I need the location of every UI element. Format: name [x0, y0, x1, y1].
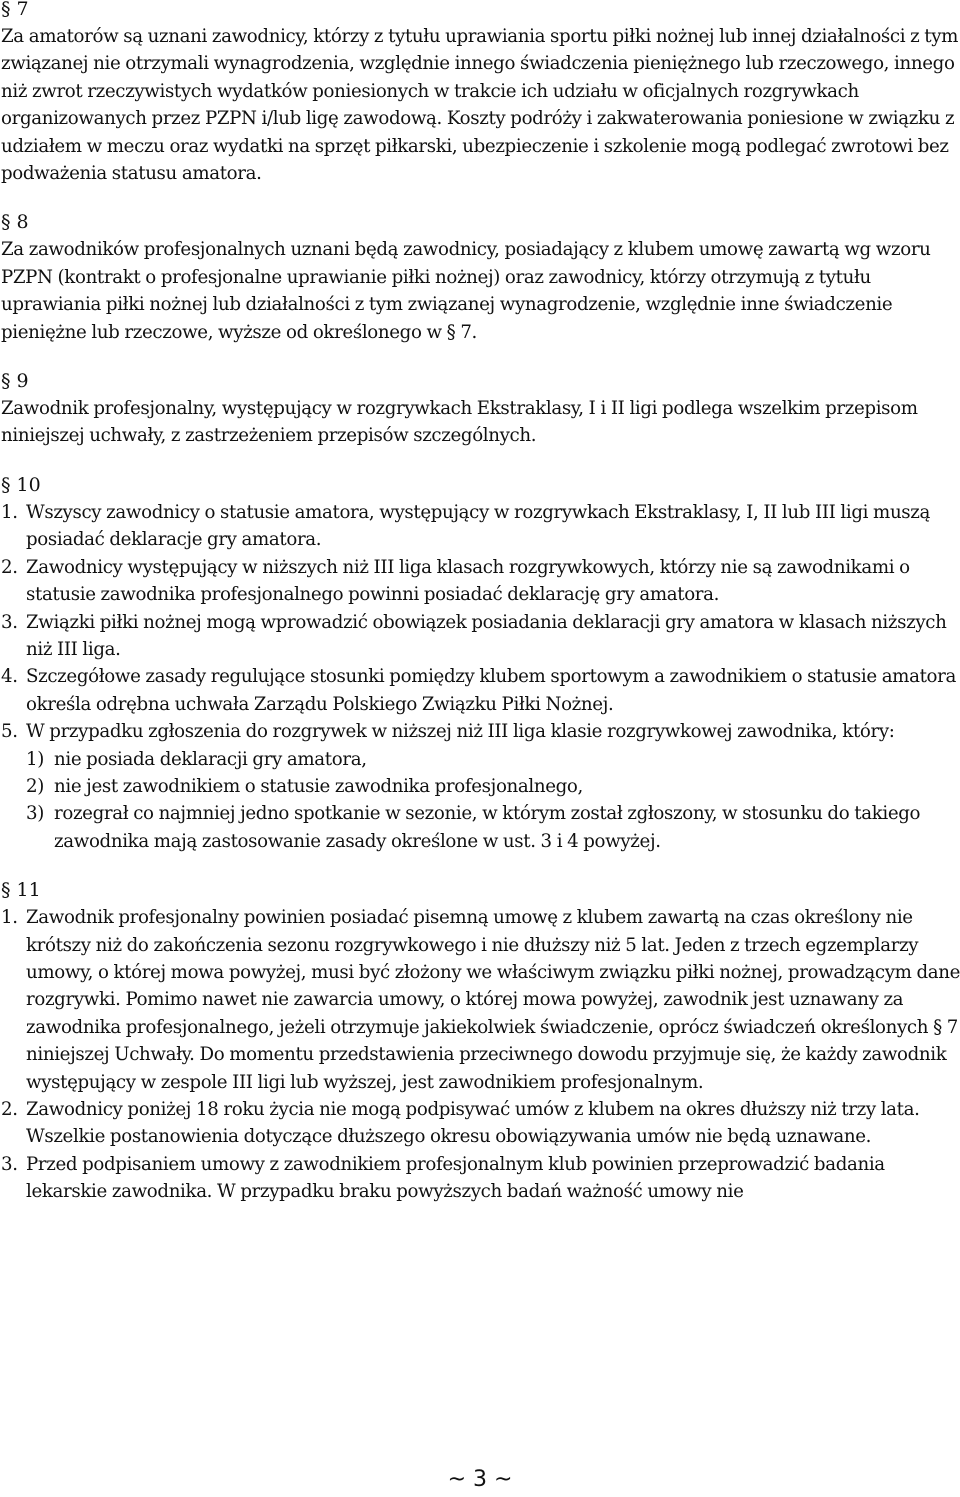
spacer	[1, 187, 960, 209]
list-item-number: 1.	[1, 501, 18, 523]
list-item-number: 5.	[1, 721, 18, 743]
section-11	[1, 877, 960, 1205]
list-item	[1, 609, 960, 664]
list-item	[1, 718, 960, 855]
list-item-text: Związki piłki nożnej mogą wprowadzić obowiązek posiadania deklaracji gry amatora w klasach niższych niż III liga.	[26, 611, 947, 660]
list-item	[1, 904, 960, 1096]
sub-list-item-text: nie posiada deklaracji gry amatora,	[54, 748, 367, 770]
list-item	[1, 554, 960, 609]
list-item-text: Wszyscy zawodnicy o statusie amatora, występujący w rozgrywkach Ekstraklasy, I, II lub III ligi muszą posiadać deklaracje gry amatora.	[26, 501, 931, 551]
numbered-list	[1, 904, 960, 1205]
list-item-text: Zawodnik profesjonalny powinien posiadać pisemną umowę z klubem zawartą na czas określony nie krótszy niż do zakończenia sezonu rozgrywkowego i nie dłuższy niż 5 lat. Jeden z trzech egzemplarzy umowy, o której mowa powyżej, musi być złożony we właściwym związku piłki nożnej, prowadzącym dane rozgrywki. Pomimo nawet nie zawarcia umowy, o której mowa powyżej, zawodnik jest uznawany za zawodnika profesjonalnego, jeżeli otrzymuje jakiekolwiek świadczenie, oprócz świadczeń określonych § 7 niniejszej Uchwały. Do momentu przedstawienia przeciwnego dowodu przyjmuje się, że każdy zawodnik występujący w zespole III ligi lub wyższej, jest zawodnikiem profesjonalnym.	[26, 907, 960, 1093]
list-item-number: 1.	[1, 907, 18, 929]
spacer	[1, 346, 960, 368]
section-7	[1, 0, 960, 187]
page-number: ~ 3 ~	[447, 1467, 513, 1492]
list-item	[1, 1151, 960, 1206]
sub-list	[26, 746, 960, 856]
sub-list-item	[26, 746, 960, 773]
section-heading: § 10	[1, 473, 41, 496]
section-8	[1, 209, 960, 346]
list-item	[1, 499, 960, 554]
section-heading: § 7	[1, 0, 29, 20]
section-10	[1, 472, 960, 855]
list-item-text: Zawodnicy poniżej 18 roku życia nie mogą podpisywać umów z klubem na okres dłuższy niż trzy lata. Wszelkie postanowienia dotyczące dłuższego okresu obowiązywania umów nie będą uznawane.	[26, 1099, 920, 1148]
spacer	[1, 855, 960, 877]
section-paragraph: Za amatorów są uznani zawodnicy, którzy z tytułu uprawiania sportu piłki nożnej lub innej działalności z tym związanej nie otrzymali wynagrodzenia, względnie innego świadczenia pieniężnego lub rzeczowego, innego niż zwrot rzeczywistych wydatków poniesionych w trakcie ich udziału w oficjalnych rozgrywkach organizowanych przez PZPN i/lub ligę zawodową. Koszty podróży i zakwaterowania poniesione w związku z udziałem w meczu oraz wydatki na sprzęt piłkarski, ubezpieczenie i szkolenie mogą podlegać zwrotowi bez podważenia statusu amatora.	[1, 26, 959, 185]
sub-list-item-text: nie jest zawodnikiem o statusie zawodnika profesjonalnego,	[54, 775, 583, 797]
section-9	[1, 368, 960, 450]
list-item-number: 2.	[1, 556, 18, 578]
numbered-list	[1, 499, 960, 855]
section-heading: § 9	[1, 370, 29, 393]
sub-list-item-number: 3)	[26, 803, 44, 825]
list-item-number: 3.	[1, 1153, 18, 1175]
list-item-number: 2.	[1, 1099, 18, 1120]
list-item-text: W przypadku zgłoszenia do rozgrywek w niższej niż III liga klasie rozgrywkowej zawodnika, który:	[26, 721, 895, 743]
list-item	[1, 1096, 960, 1151]
list-item-number: 4.	[1, 666, 18, 688]
sub-list-item-text: rozegrał co najmniej jedno spotkanie w sezonie, w którym został zgłoszony, w stosunku do takiego zawodnika mają zastosowanie zasady określone w ust. 3 i 4 powyżej.	[54, 803, 921, 852]
sub-list-item-number: 2)	[26, 775, 44, 797]
spacer	[1, 450, 960, 472]
sub-list-item-number: 1)	[26, 748, 44, 770]
list-item-text: Szczegółowe zasady regulujące stosunki pomiędzy klubem sportowym a zawodnikiem o statusie amatora określa odrębna uchwała Zarządu Polskiego Związku Piłki Nożnej.	[26, 666, 956, 715]
list-item-text: Przed podpisaniem umowy z zawodnikiem profesjonalnym klub powinien przeprowadzić badania lekarskie zawodnika. W przypadku braku powyższych badań ważność umowy nie	[26, 1153, 885, 1203]
section-heading: § 8	[1, 211, 29, 234]
list-item-number: 3.	[1, 611, 18, 633]
list-item	[1, 663, 960, 718]
section-heading: § 11	[1, 879, 41, 902]
sub-list-item	[26, 800, 960, 855]
sub-list-item	[26, 773, 960, 800]
list-item-text: Zawodnicy występujący w niższych niż III liga klasach rozgrywkowych, którzy nie są zawodnikami o statusie zawodnika profesjonalnego powinni posiadać deklarację gry amatora.	[26, 556, 910, 606]
section-paragraph: Za zawodników profesjonalnych uznani będą zawodnicy, posiadający z klubem umowę zawartą wg wzoru PZPN (kontrakt o profesjonalne uprawianie piłki nożnej) oraz zawodnicy, którzy otrzymują z tytułu uprawiania piłki nożnej lub działalności z tym związanej wynagrodzenie, względnie inne świadczenie pieniężne lub rzeczowe, wyższe od określonego w § 7.	[1, 239, 931, 343]
section-paragraph: Zawodnik profesjonalny, występujący w rozgrywkach Ekstraklasy, I i II ligi podlega wszelkim przepisom niniejszej uchwały, z zastrzeżeniem przepisów szczególnych.	[1, 398, 918, 447]
